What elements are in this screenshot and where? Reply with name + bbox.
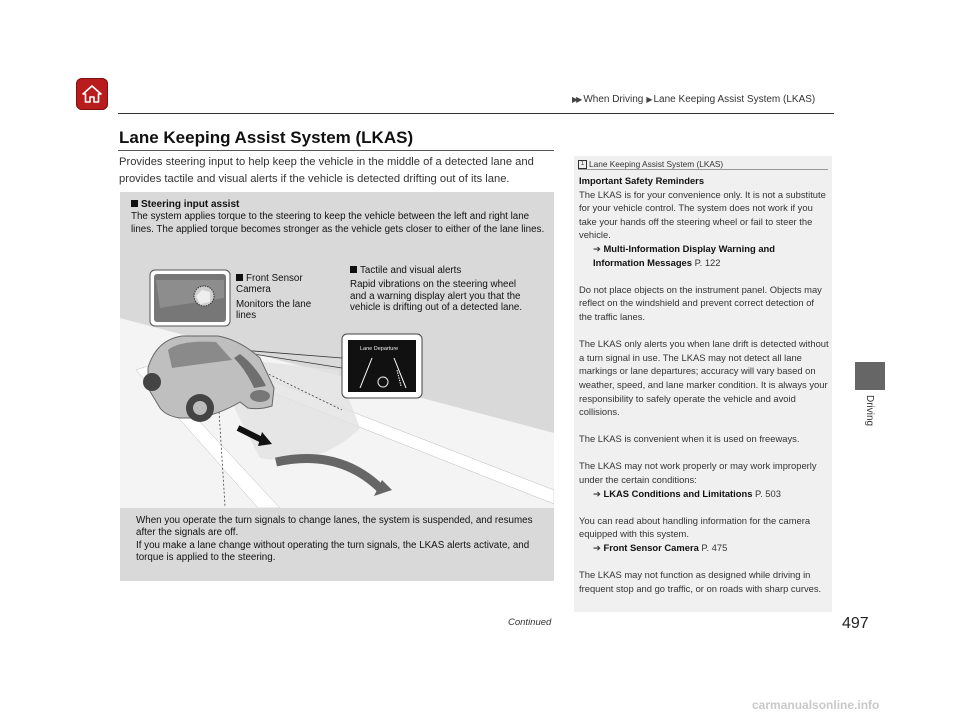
breadcrumb xyxy=(572,94,815,105)
tactile-alerts-label: Tactile and visual alerts xyxy=(350,265,461,276)
cross-reference[interactable]: ➔ Multi-Information Display Warning and Information Messages P. 122 xyxy=(593,242,775,268)
panel-footer-line: When you operate the turn signals to change lanes, the system is suspended, and resumes after the signals are off. xyxy=(136,515,533,539)
breadcrumb-item[interactable]: When Driving xyxy=(583,94,644,105)
safety-title: Important Safety Reminders xyxy=(579,175,705,186)
note-marker-icon: 1 xyxy=(578,160,587,169)
chapter-tab-label: Driving xyxy=(864,395,875,427)
breadcrumb-arrow-icon: ▶▶ xyxy=(572,95,581,104)
display-label: Lane Departure xyxy=(360,346,399,352)
chapter-tab[interactable] xyxy=(855,362,885,390)
cross-reference[interactable]: ➔ LKAS Conditions and Limitations P. 503 xyxy=(593,487,781,499)
intro-text: Provides steering input to help keep the vehicle in the middle of a detected lane and provides tactile and visual alerts if the vehicle is detected drifting out of its lane. xyxy=(119,156,534,185)
sidebar-paragraph: The LKAS may not work properly or may work improperly under the certain conditions: xyxy=(579,460,817,486)
sidebar-paragraph: The LKAS only alerts you when lane drift is detected without a turn signal in use. The LKAS may not detect all lane markings or lane departures; accuracy will vary based on weather, speed, and lane marker condition. It is always your responsibility to safely operate the vehicle and avoid collisions. xyxy=(579,338,829,418)
sidebar-header: 1 Lane Keeping Assist System (LKAS) xyxy=(578,159,723,169)
front-sensor-desc: Monitors the lane lines xyxy=(236,299,312,321)
sidebar-paragraph: The LKAS is for your convenience only. It is not a substitute for your vehicle control. The system does not work if you take your hands off the steering wheel or fail to steer the vehicle. xyxy=(579,188,826,241)
page-number: 497 xyxy=(842,615,869,632)
sidebar-paragraph: Do not place objects on the instrument panel. Objects may reflect on the windshield and prevent correct detection of the traffic lanes. xyxy=(579,283,822,322)
panel-footer-line: If you make a lane change without operating the turn signals, the LKAS alerts activate, and torque is applied to the steering. xyxy=(136,539,530,563)
panel-description: The system applies torque to the steering to keep the vehicle between the left and right lane lines. The applied torque becomes stronger as the vehicle gets closer to either of the lane lines. xyxy=(131,211,545,235)
arrow-icon: ➔ xyxy=(593,542,604,554)
sidebar-body xyxy=(579,174,829,609)
front-sensor-label: Front Sensor Camera xyxy=(236,273,303,295)
header-rule xyxy=(118,113,834,114)
cross-reference[interactable]: ➔ Front Sensor Camera P. 475 xyxy=(593,542,728,554)
breadcrumb-arrow-icon: ▶ xyxy=(646,95,651,104)
tactile-alerts-desc: Rapid vibrations on the steering wheel and a warning display alert you that the vehicle is drifting out of a detected lane. xyxy=(350,279,523,313)
watermark: carmanualsonline.info xyxy=(752,698,880,712)
arrow-icon: ➔ xyxy=(593,487,604,499)
continued-label: Continued xyxy=(508,617,552,628)
title-rule xyxy=(118,150,554,151)
panel-footer xyxy=(136,515,550,564)
breadcrumb-item[interactable]: Lane Keeping Assist System (LKAS) xyxy=(653,94,816,105)
page-title: Lane Keeping Assist System (LKAS) xyxy=(119,128,414,147)
bullet-square-icon xyxy=(350,266,357,273)
sidebar-paragraph: The LKAS is convenient when it is used on freeways. xyxy=(579,433,800,445)
sidebar-paragraph: You can read about handling information for the camera equipped with this system. xyxy=(579,514,811,540)
sidebar-paragraph: The LKAS may not function as designed while driving in frequent stop and go traffic, or on roads with sharp curves. xyxy=(579,569,822,594)
bullet-square-icon xyxy=(131,200,138,207)
bullet-square-icon xyxy=(236,274,243,281)
sidebar-header-rule xyxy=(578,169,828,170)
arrow-icon: ➔ xyxy=(593,242,604,254)
panel-heading: Steering input assist xyxy=(131,199,239,210)
home-icon xyxy=(81,84,103,104)
home-button[interactable] xyxy=(76,78,108,110)
